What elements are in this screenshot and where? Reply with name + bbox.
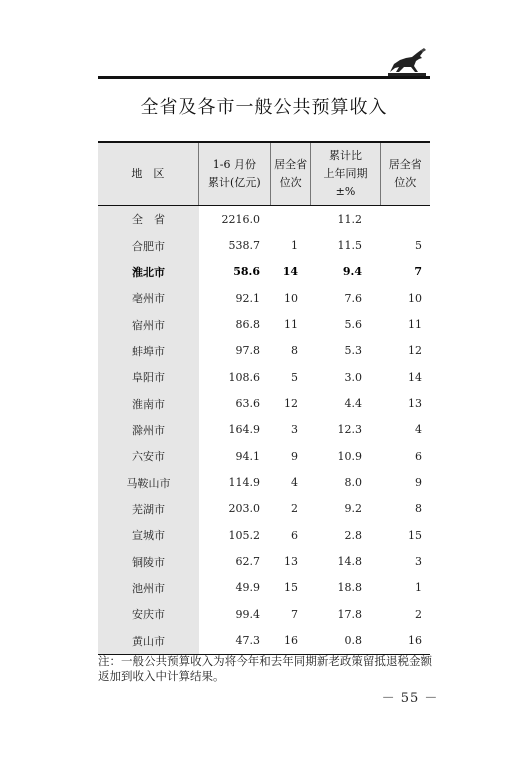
- cumulative-value: 108.6: [228, 370, 260, 384]
- header-rank-growth: 居全省 位次: [388, 158, 422, 189]
- yoy-change-value: 18.8: [337, 581, 362, 595]
- table-row: [98, 548, 430, 574]
- table-row: [98, 206, 430, 232]
- cumulative-value: 49.9: [235, 581, 260, 595]
- rank-amount-value: 7: [291, 607, 298, 621]
- rank-amount-value: 13: [284, 555, 298, 569]
- region-name: 合肥市: [132, 239, 165, 253]
- region-name: 全 省: [132, 213, 165, 227]
- rank-growth-value: 12: [408, 344, 422, 358]
- cumulative-value: 538.7: [228, 239, 260, 253]
- cumulative-value: 97.8: [235, 344, 260, 358]
- table-row: [98, 496, 430, 522]
- cumulative-value: 92.1: [235, 291, 260, 305]
- header-region: 地 区: [98, 143, 199, 205]
- cumulative-value: 2216.0: [221, 212, 260, 226]
- region-name: 宿州市: [132, 318, 165, 332]
- table-row: [98, 443, 430, 469]
- region-name: 阜阳市: [132, 371, 165, 385]
- region-name: 马鞍山市: [126, 476, 171, 490]
- page-number: － 55 －: [381, 691, 439, 706]
- yoy-change-value: 8.0: [344, 476, 362, 490]
- region-name: 芜湖市: [132, 502, 165, 516]
- rank-amount-value: 12: [284, 397, 298, 411]
- header-rank-amount: 居全省 位次: [271, 143, 312, 205]
- yoy-change-value: 5.6: [344, 318, 362, 332]
- table-row: [98, 285, 430, 311]
- table-row: [98, 522, 430, 548]
- table-row: [98, 601, 430, 627]
- rank-growth-value: 4: [415, 423, 422, 437]
- cumulative-value: 203.0: [228, 502, 260, 516]
- rank-growth-value: 15: [408, 528, 422, 542]
- table-note: 注：一般公共预算收入为将今年和去年同期新老政策留抵退税金额返加到收入中计算结果。: [98, 654, 432, 683]
- region-name: 淮北市: [132, 265, 165, 279]
- rank-amount-value: 16: [284, 634, 298, 648]
- yoy-change-value: 0.8: [344, 634, 362, 648]
- cumulative-value: 99.4: [235, 607, 260, 621]
- table-row: [98, 417, 430, 443]
- yoy-change-value: 14.8: [337, 555, 362, 569]
- region-name: 蚌埠市: [132, 344, 165, 358]
- cumulative-value: 94.1: [235, 449, 260, 463]
- yoy-change-value: 3.0: [344, 370, 362, 384]
- region-name: 铜陵市: [132, 555, 165, 569]
- rank-growth-value: 11: [408, 318, 422, 332]
- rank-amount-value: 5: [291, 370, 298, 384]
- rank-amount-value: 14: [282, 265, 298, 279]
- rank-growth-value: 10: [408, 291, 422, 305]
- revenue-table: [98, 141, 430, 655]
- yoy-change-value: 17.8: [337, 607, 362, 621]
- table-row: [98, 469, 430, 495]
- rank-growth-value: 3: [415, 555, 422, 569]
- region-name: 六安市: [132, 450, 165, 464]
- header-rule: [98, 76, 430, 79]
- region-name: 滁州市: [132, 423, 165, 437]
- yoy-change-value: 11.5: [337, 239, 362, 253]
- rank-amount-value: 8: [291, 344, 298, 358]
- region-name: 黄山市: [132, 634, 165, 648]
- rank-growth-value: 14: [408, 370, 422, 384]
- cumulative-value: 63.6: [235, 397, 260, 411]
- header-cumulative: 1-6 月份 累计(亿元): [199, 143, 271, 205]
- page-title: 全省及各市一般公共预算收入: [140, 97, 388, 118]
- rank-amount-value: 9: [291, 449, 298, 463]
- rank-amount-value: 11: [284, 318, 298, 332]
- table-row: [98, 311, 430, 337]
- yoy-change-value: 10.9: [337, 449, 362, 463]
- cumulative-value: 86.8: [235, 318, 260, 332]
- rank-amount-value: 10: [284, 291, 298, 305]
- table-row: [98, 364, 430, 390]
- table-header: [98, 143, 430, 206]
- rank-amount-value: 1: [291, 239, 298, 253]
- rank-growth-value: 6: [415, 449, 422, 463]
- cumulative-value: 114.9: [228, 476, 260, 490]
- horse-statue-icon: [384, 44, 430, 78]
- region-name: 宣城市: [132, 529, 165, 543]
- yoy-change-value: 2.8: [344, 528, 362, 542]
- rank-growth-value: 1: [415, 581, 422, 595]
- cumulative-value: 105.2: [228, 528, 260, 542]
- rank-amount-value: 2: [291, 502, 298, 516]
- rank-growth-value: 2: [415, 607, 422, 621]
- rank-growth-value: 7: [414, 265, 422, 279]
- rank-amount-value: 3: [291, 423, 298, 437]
- rank-amount-value: 15: [284, 581, 298, 595]
- yoy-change-value: 4.4: [344, 397, 362, 411]
- rank-amount-value: 6: [291, 528, 298, 542]
- yoy-change-value: 5.3: [344, 344, 362, 358]
- yoy-change-value: 9.4: [342, 265, 362, 279]
- region-name: 池州市: [132, 581, 165, 595]
- yoy-change-value: 7.6: [344, 291, 362, 305]
- cumulative-value: 62.7: [235, 555, 260, 569]
- cumulative-value: 47.3: [235, 634, 260, 648]
- region-name: 安庆市: [132, 608, 165, 622]
- region-name: 淮南市: [132, 397, 165, 411]
- rank-growth-value: 5: [415, 239, 422, 253]
- rank-growth-value: 9: [415, 476, 422, 490]
- rank-growth-value: 13: [408, 397, 422, 411]
- cumulative-value: 58.6: [233, 265, 260, 279]
- table-row: [98, 338, 430, 364]
- header-yoy-change: 累计比 上年同期 ±%: [311, 143, 380, 205]
- table-row: [98, 259, 430, 285]
- table-body: [98, 206, 430, 654]
- yoy-change-value: 11.2: [337, 212, 362, 226]
- table-row: [98, 575, 430, 601]
- table-row: [98, 628, 430, 654]
- rank-growth-value: 16: [408, 634, 422, 648]
- region-name: 亳州市: [132, 292, 165, 306]
- cumulative-value: 164.9: [228, 423, 260, 437]
- table-row: [98, 390, 430, 416]
- rank-amount-value: 4: [291, 476, 298, 490]
- table-row: [98, 232, 430, 258]
- yoy-change-value: 12.3: [337, 423, 362, 437]
- rank-growth-value: 8: [415, 502, 422, 516]
- yoy-change-value: 9.2: [344, 502, 362, 516]
